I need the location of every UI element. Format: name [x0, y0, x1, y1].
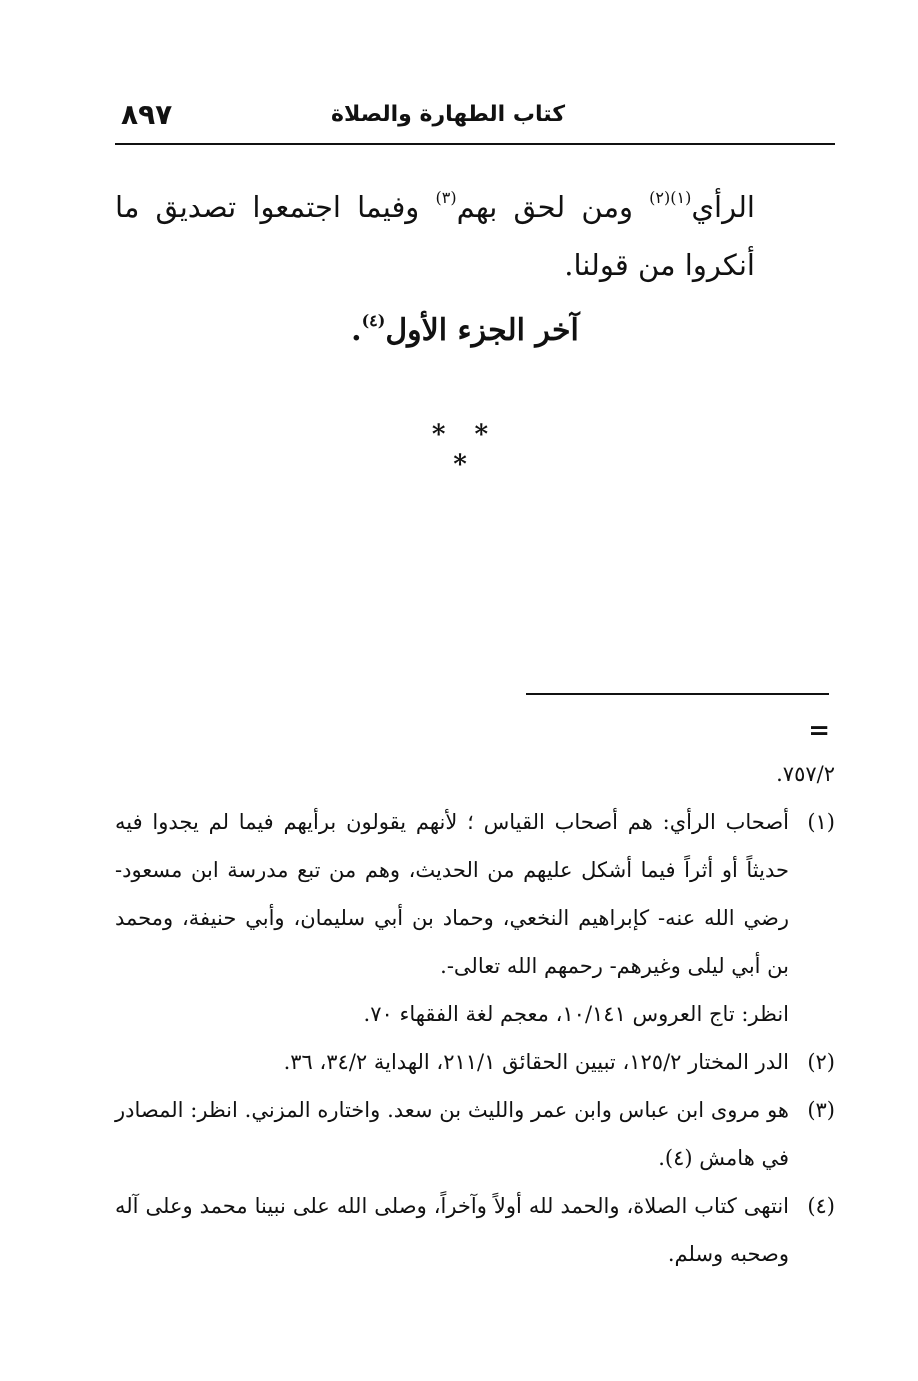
footnote-number: (٣) — [807, 1098, 835, 1122]
footnote-text: الدر المختار ١٢٥/٢، تبيين الحقائق ٢١١/١، الهداية ٣٤/٢، ٣٦. — [283, 1050, 789, 1074]
footnote-number: (١) — [807, 810, 835, 834]
footnote-reference: انظر: تاج العروس ١٠/١٤١، معجم لغة الفقهاء ٧٠. — [363, 1002, 789, 1026]
footnote-text: أصحاب الرأي: هم أصحاب القياس ؛ لأنهم يقولون برأيهم فيما لم يجدوا فيه حديثاً أو أثراً فيما أشكل عليهم من الحديث، وهم من تبع مدرسة ابن مسعود- رضي الله عنه- كإبراهيم النخعي، وحماد بن أبي سليمان، وأبي حنيفة، ومحمد بن أبي ليلى وغيرهم- رحمهم الله تعالى-. — [115, 810, 789, 978]
section-divider-stars: * * * — [431, 420, 499, 480]
footnote-text: هو مروى ابن عباس وابن عمر والليث بن سعد. واختاره المزني. انظر: المصادر في هامش (٤). — [115, 1098, 789, 1170]
end-heading-text: آخر الجزء الأول — [385, 313, 579, 348]
footnote-ref: (٣) — [435, 188, 457, 207]
running-title: كتاب الطهارة والصلاة — [331, 102, 565, 127]
main-text-segment: وفيما اجتمعوا تصديق ما أنكروا من قولنا. — [115, 190, 755, 282]
footnote-ref: (٤) — [361, 311, 386, 330]
page-header — [115, 96, 835, 140]
footnote-number: (٢) — [807, 1050, 835, 1074]
footnotes-section — [115, 750, 835, 1278]
footnote-rule — [526, 693, 829, 695]
section-end-heading — [115, 306, 755, 356]
footnote-continuation-mark: = — [808, 716, 830, 746]
footnote-text: انتهى كتاب الصلاة، والحمد لله أولاً وآخراً، وصلى الله على نبينا محمد وعلى آله وصحبه وسلم. — [115, 1194, 789, 1266]
header-rule — [115, 143, 835, 145]
main-text — [115, 178, 755, 294]
page-number: ٨٩٧ — [121, 98, 173, 131]
end-heading-dot: . — [351, 313, 362, 348]
footnote-item — [115, 1086, 835, 1182]
footnote-item — [115, 798, 835, 990]
main-text-segment: ومن لحق بهم — [456, 190, 650, 224]
footnote-continuation: ٧٥٧/٢. — [776, 762, 835, 786]
footnote-item — [115, 1038, 835, 1086]
main-text-segment: الرأي — [691, 190, 755, 224]
footnote-ref: (١)(٢) — [649, 188, 692, 207]
footnote-number: (٤) — [807, 1194, 835, 1218]
footnote-item — [115, 1182, 835, 1278]
